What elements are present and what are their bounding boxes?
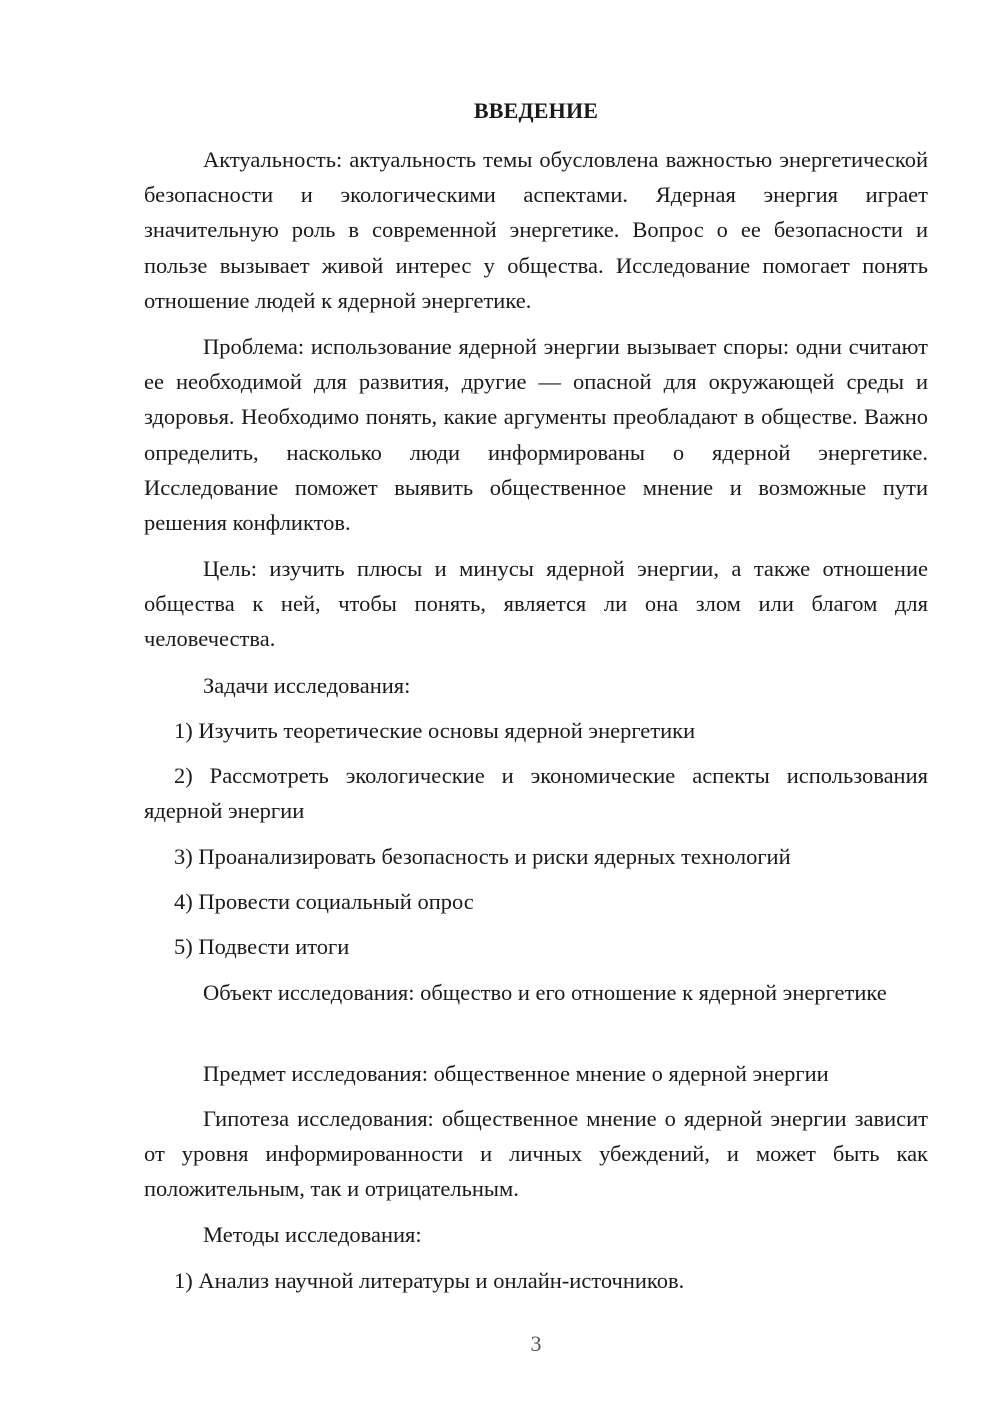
paragraph-subject: Предмет исследования: общественное мнение о ядерной энергии	[203, 1061, 829, 1086]
page-number: 3	[530, 1331, 542, 1356]
task-item: 4) Провести социальный опрос	[174, 889, 474, 914]
paragraph-object: Объект исследования: общество и его отношение к ядерной энергетике	[203, 980, 887, 1005]
task-item: 2) Рассмотреть экологические и экономические аспекты использования ядерной энергии	[144, 763, 928, 824]
paragraph-problem: Проблема: использование ядерной энергии вызывает споры: одни считают ее необходимой для развития, другие — опасной для окружающей среды и здоровья. Необходимо понять, какие аргументы преобладают в обществе. Важно определить, насколько люди информированы о ядерной энергетике. Исследование поможет выявить общественное мнение и возможные пути решения конфликтов.	[144, 334, 928, 536]
paragraph-goal: Цель: изучить плюсы и минусы ядерной энергии, а также отношение общества к ней, чтобы понять, является ли она злом или благом для человечества.	[144, 556, 928, 652]
paragraph-hypothesis: Гипотеза исследования: общественное мнение о ядерной энергии зависит от уровня информированности и личных убеждений, и может быть как положительным, так и отрицательным.	[144, 1106, 928, 1202]
task-item: 1) Изучить теоретические основы ядерной энергетики	[174, 718, 696, 743]
task-item: 3) Проанализировать безопасность и риски ядерных технологий	[174, 844, 791, 869]
task-item: 5) Подвести итоги	[174, 934, 350, 959]
methods-heading: Методы исследования:	[203, 1222, 422, 1247]
method-item: 1) Анализ научной литературы и онлайн-источников.	[174, 1268, 685, 1293]
section-heading: ВВЕДЕНИЕ	[473, 98, 599, 123]
tasks-heading: Задачи исследования:	[203, 673, 411, 698]
paragraph-relevance: Актуальность: актуальность темы обусловлена важностью энергетической безопасности и экологическими аспектами. Ядерная энергия играет значительную роль в современной энергетике. Вопрос о ее безопасности и пользе вызывает живой интерес у общества. Исследование помогает понять отношение людей к ядерной энергетике.	[144, 147, 928, 313]
